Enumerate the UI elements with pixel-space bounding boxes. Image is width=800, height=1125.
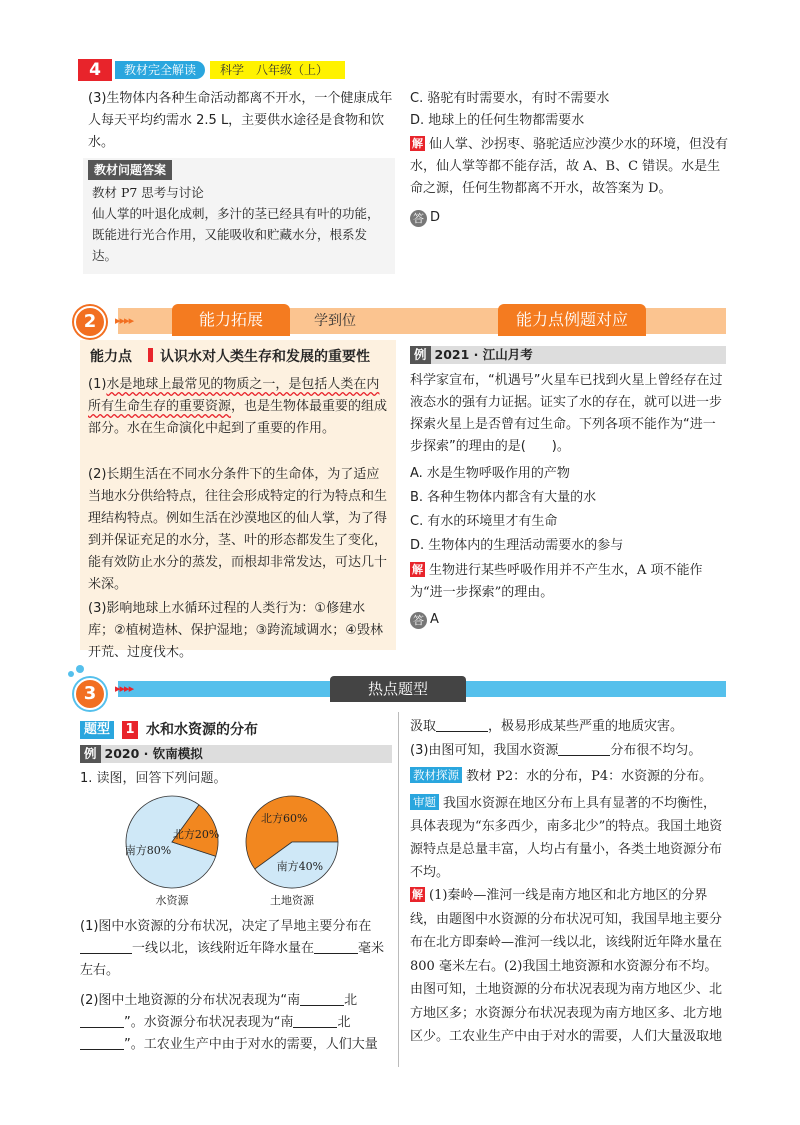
example-option-a: A. 水是生物呼吸作用的产物 (410, 466, 570, 481)
question-1 (80, 916, 392, 982)
answer-box-text: 仙人掌的叶退化成刺，多汁的茎已经具有叶的功能，既能进行光合作用，又能吸收和贮藏水分，根系发达。 (92, 206, 380, 263)
tab-learn-well: 学到位 (314, 313, 356, 329)
solution-text: (1)秦岭—淮河一线是南方地区和北方地区的分界线，由题图中水资源的分布状况可知，我国旱地主要分布在北方即秦岭—淮河一线以北，该线附近年降水量在 800 毫米左右。(2)我国土地资源和水资源分布不均。由图可知，土地资源的分布状况表现为南方地区少、北方地区多；水资源分布状况表现为南方地区多、北方地区少。工农业生产中由于对水的需要，人们大量汲取地 (410, 888, 723, 1044)
jie-badge: 解 (412, 137, 423, 150)
explanation (410, 134, 728, 200)
pie-label: 北方20% (172, 828, 220, 842)
ability-point-bar (148, 348, 153, 362)
answer-blank[interactable] (558, 741, 610, 756)
biology-water-paragraph: (3)生物体内各种生命活动都离不开水，一个健康成年人每天平均约需水 2.5 L，主要供水途径是食物和饮水。 (88, 91, 393, 150)
section3-arrows: ▸▸▸▸ (115, 682, 134, 695)
topic-type-label: 题型 (80, 721, 114, 739)
option-d: D. 地球上的任何生物都需要水 (410, 113, 585, 128)
question-intro: 1. 读图，回答下列问题。 (80, 771, 227, 786)
option-c: C. 骆驼有时需要水，有时不需要水 (410, 91, 610, 106)
pie-water-resources (125, 796, 220, 888)
example-tag: 例 (410, 346, 431, 364)
ability-paragraph-1 (88, 374, 390, 440)
example-option-c: C. 有水的环境里才有生命 (410, 514, 558, 529)
example-stem: 科学家宣布，“机遇号”火星车已找到火星上曾经存在过液态水的强有力证据。证实了水的存在，就可以进一步探索火星上是否曾有过生命。下列各项不能作为“进一步探索”的理由的是( )。 (410, 373, 723, 454)
question-2-continued (410, 716, 728, 738)
decor-dot (68, 671, 74, 677)
tab-ability-examples: 能力点例题对应 (498, 304, 646, 336)
q2-part-b: 北 (344, 993, 358, 1008)
topic-type-number: 1 (122, 721, 138, 739)
para1-prefix: (1) (88, 377, 107, 392)
q3-part-a: (3)由图可知，我国水资源 (410, 743, 559, 758)
question-3 (410, 740, 728, 762)
tab-hot-topics: 热点题型 (330, 676, 466, 702)
textbook-source (410, 766, 728, 788)
cont-part-a: 汲取 (410, 719, 437, 734)
q2-part-a: (2)图中土地资源的分布状况表现为“南 (80, 993, 301, 1008)
para1-rest: ，也是生物体最重要的组成部分。水在生命演化中起到了重要的作用。 (88, 399, 388, 436)
answer-blank[interactable] (436, 717, 488, 732)
question-2 (80, 990, 392, 1056)
answer-blank[interactable] (80, 939, 132, 954)
pie-label: 南方40% (276, 860, 324, 874)
pie-land-caption: 土地资源 (270, 894, 314, 907)
q1-part-c: 毫米左右。 (80, 941, 385, 978)
jie-badge: 解 (412, 888, 423, 901)
para1-wavy-text: 水是地球上最常见的物质之一，是包括人类在内所有生命生存的重要资源 (88, 377, 380, 414)
answer-box-ref: 教材 P7 思考与讨论 (92, 185, 204, 200)
q1-part-a: (1)图中水资源的分布状况，决定了旱地主要分布在 (80, 919, 372, 934)
example2-header (80, 745, 392, 763)
page-number: 4 (78, 59, 112, 81)
source-tag: 教材探源 (410, 767, 462, 783)
ability-paragraph-2: (2)长期生活在不同水分条件下的生命体，为了适应当地水分供给特点，往往会形成特定的行为特点和生理结构特点。例如生活在沙漠地区的仙人掌，为了得到并保证充足的水分，茎、叶的形态都发生了变化，能有效防止水分的蒸发，而根却非常发达，可达几十米深。 (88, 467, 388, 592)
example-explanation-text: 生物进行某些呼吸作用并不产生水，A 项不能作为“进一步探索”的理由。 (410, 563, 703, 600)
decor-dot (76, 665, 84, 673)
example2-tag: 例 (80, 745, 101, 763)
pie-label: 北方60% (260, 811, 308, 825)
example-option-b: B. 各种生物体内都含有大量的水 (410, 490, 597, 505)
source-text: 教材 P2：水的分布，P4：水资源的分布。 (466, 769, 713, 784)
answer-box-title: 教材问题答案 (88, 160, 172, 180)
pie-land-resources (246, 796, 338, 888)
example2-source: 2020 · 钦南模拟 (104, 746, 203, 761)
tab-ability-expand: 能力拓展 (172, 304, 290, 336)
da-badge: 答 (410, 612, 427, 629)
subject-label: 科学 八年级（上） (210, 61, 345, 79)
topic-type-title: 水和水资源的分布 (146, 722, 258, 738)
section2-arrows: ▸▸▸▸ (115, 314, 134, 327)
example-option-d: D. 生物体内的生理活动需要水的参与 (410, 538, 624, 553)
shen-text: 我国水资源在地区分布上具有显著的不均衡性，具体表现为“东多西少，南多北少”的特点。我国土地资源特点是总量丰富，人均占有量小，各类土地资源分布不均。 (410, 796, 723, 880)
section3-number: 3 (74, 678, 106, 710)
q2-part-c: ”。水资源分布状况表现为“南 (124, 1015, 294, 1030)
jie-badge: 解 (412, 563, 423, 576)
section2-number: 2 (74, 306, 106, 338)
example-source: 2021 · 江山月考 (434, 347, 533, 362)
da-badge: 答 (410, 210, 427, 227)
answer-value: D (430, 210, 441, 225)
answer-blank[interactable] (314, 939, 358, 954)
example-answer: A (430, 612, 439, 627)
q2-part-d: 北 (337, 1015, 351, 1030)
explanation-text: 仙人掌、沙拐枣、骆驼适应沙漠少水的环境，但没有水，仙人掌等都不能存活，故 A、B、C 错误。水是生命之源，任何生物都离不开水，故答案为 D。 (410, 137, 729, 196)
ability-point-title: 认识水对人类生存和发展的重要性 (160, 349, 370, 365)
answer-blank[interactable] (300, 991, 344, 1006)
solution (410, 884, 728, 1049)
shen-ti (410, 792, 728, 884)
book-title: 教材完全解读 (115, 61, 205, 79)
ability-paragraph-3: (3)影响地球上水循环过程的人类行为：①修建水库；②植树造林、保护湿地；③跨流域调水；④毁林开荒、过度伐木。 (88, 601, 383, 660)
example-explanation (410, 560, 728, 604)
shen-tag: 审题 (410, 794, 439, 810)
example-header (410, 346, 726, 364)
q3-part-b: 分布很不均匀。 (610, 743, 702, 758)
q1-part-b: 一线以北，该线附近年降水量在 (132, 941, 315, 956)
answer-blank[interactable] (80, 1013, 124, 1028)
cont-part-b: ，极易形成某些严重的地质灾害。 (488, 719, 684, 734)
answer-box-content (92, 182, 390, 266)
column-divider (398, 712, 399, 1067)
answer-blank[interactable] (80, 1035, 124, 1050)
pie-water-caption: 水资源 (155, 894, 189, 907)
answer-blank[interactable] (293, 1013, 337, 1028)
pie-label: 南方80% (124, 843, 172, 857)
ability-point-label: 能力点 (90, 349, 132, 365)
pie-charts (110, 790, 360, 908)
q2-part-e: ”。工农业生产中由于对水的需要，人们大量 (124, 1037, 378, 1052)
